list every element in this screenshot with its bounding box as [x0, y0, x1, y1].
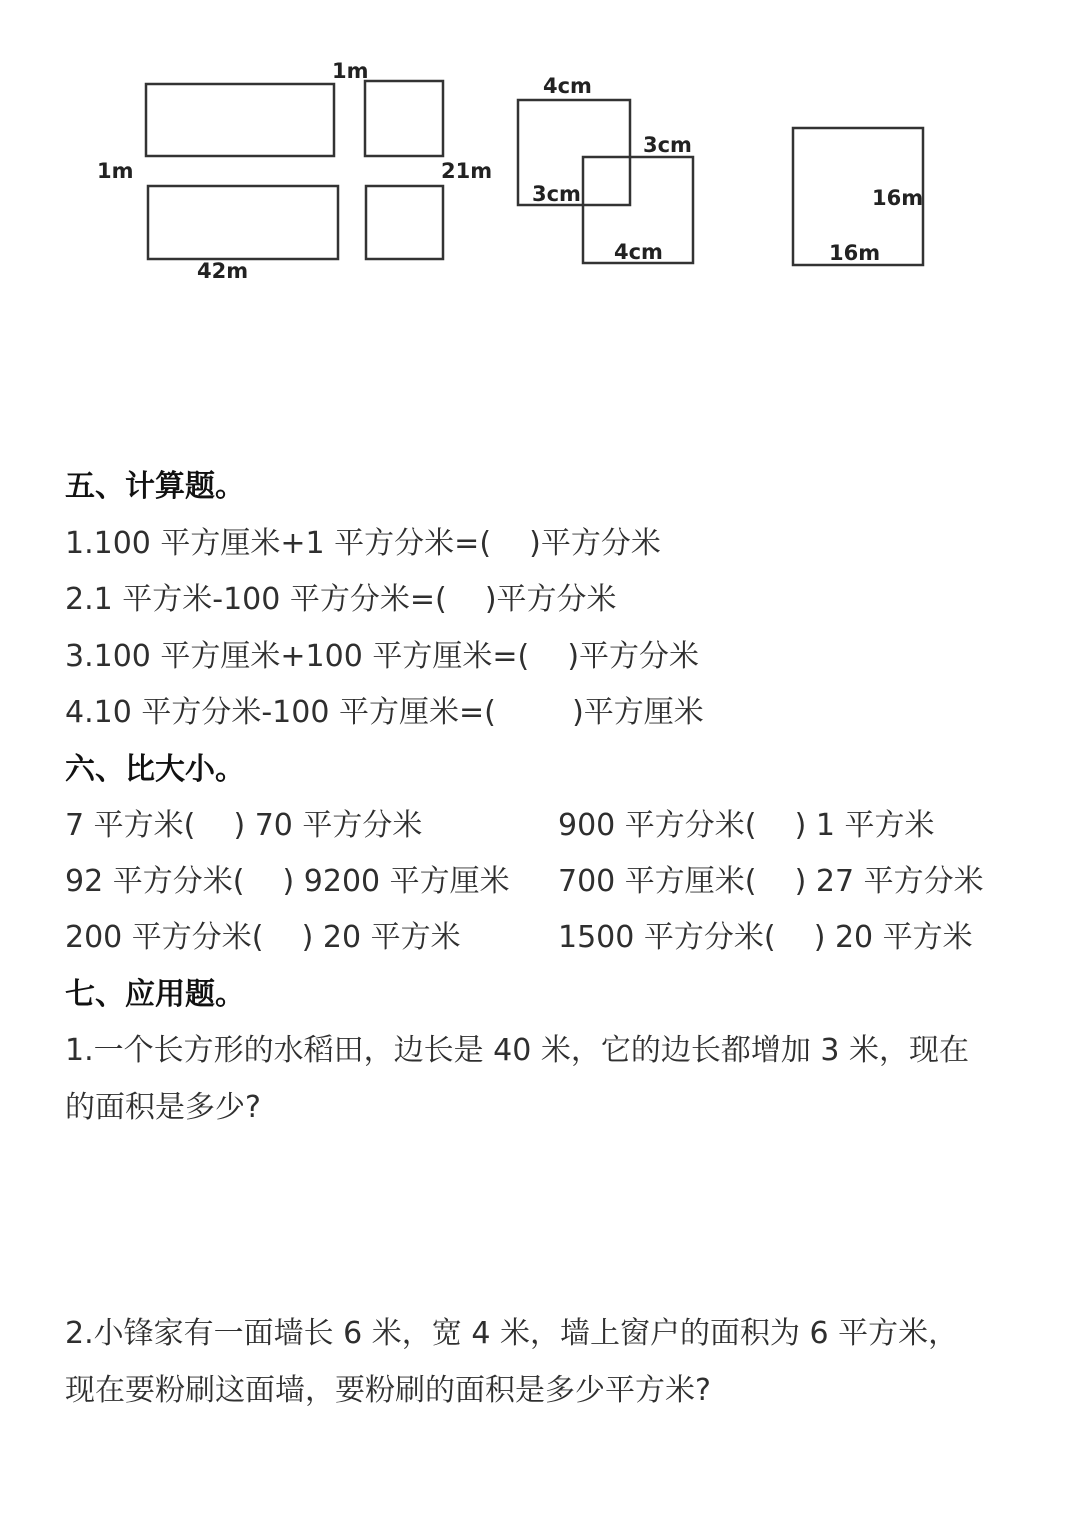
label-fig2-left: 3cm	[532, 182, 581, 206]
label-fig2-right: 3cm	[643, 133, 692, 157]
section7-title: 七、应用题。	[65, 977, 245, 1012]
calc-item-1: 1.100 平方厘米+1 平方分米=( )平方分米	[65, 526, 661, 561]
section5-title: 五、计算题。	[65, 469, 245, 504]
label-fig3-bottom: 16m	[829, 241, 881, 265]
rect-top-right	[365, 81, 443, 156]
rect-bottom-right	[366, 186, 443, 259]
calc-item-4: 4.10 平方分米-100 平方厘米=( )平方厘米	[65, 695, 704, 730]
compare-item-3: 92 平方分米( ) 9200 平方厘米	[65, 864, 510, 899]
label-fig1-bottom: 42m	[197, 259, 249, 283]
question1-line2: 的面积是多少?	[65, 1090, 261, 1125]
label-fig1-left: 1m	[97, 159, 134, 183]
label-fig1-right: 21m	[441, 159, 493, 183]
section6-title: 六、比大小。	[65, 752, 245, 787]
compare-item-4: 700 平方厘米( ) 27 平方分米	[558, 864, 984, 899]
compare-item-5: 200 平方分米( ) 20 平方米	[65, 920, 461, 955]
question2-line1: 2.小锋家有一面墙长 6 米，宽 4 米，墙上窗户的面积为 6 平方米，	[65, 1316, 959, 1351]
figure-rectangles	[146, 81, 443, 259]
label-fig2-top: 4cm	[543, 74, 592, 98]
calc-item-3: 3.100 平方厘米+100 平方厘米=( )平方分米	[65, 639, 700, 674]
label-fig2-bottom: 4cm	[614, 240, 663, 264]
compare-item-2: 900 平方分米( ) 1 平方米	[558, 808, 935, 843]
figures-svg	[0, 0, 1080, 320]
calc-item-2: 2.1 平方米-100 平方分米=( )平方分米	[65, 582, 617, 617]
compare-item-6: 1500 平方分米( ) 20 平方米	[558, 920, 973, 955]
question2-line2: 现在要粉刷这面墙，要粉刷的面积是多少平方米?	[65, 1373, 711, 1408]
label-fig3-right: 16m	[872, 186, 924, 210]
figures-area	[0, 0, 1080, 320]
rect-top-left	[146, 84, 334, 156]
compare-item-1: 7 平方米( ) 70 平方分米	[65, 808, 423, 843]
rect-bottom-left	[148, 186, 338, 259]
question1-line1: 1.一个长方形的水稻田，边长是 40 米，它的边长都增加 3 米，现在	[65, 1033, 970, 1068]
label-fig1-top: 1m	[332, 59, 369, 83]
